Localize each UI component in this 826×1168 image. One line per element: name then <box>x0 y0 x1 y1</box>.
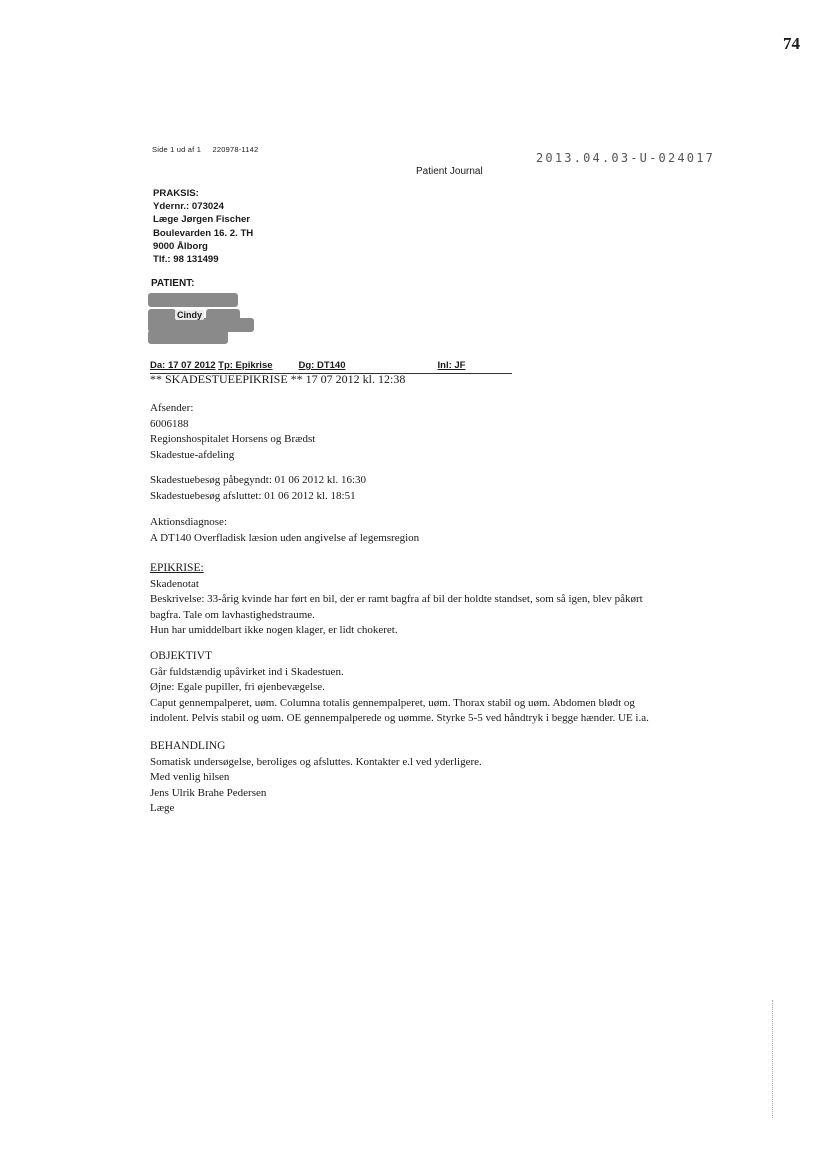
patient-heading: PATIENT: <box>151 278 195 289</box>
behandling-block <box>150 739 482 817</box>
praksis-address: Boulevarden 16. 2. TH <box>153 227 254 239</box>
redaction-bar <box>148 330 228 344</box>
page-number: 74 <box>783 34 800 53</box>
document-title: Patient Journal <box>416 166 483 177</box>
praksis-ydernr: Ydernr.: 073024 <box>153 201 224 213</box>
entry-initials: Inl: JF <box>437 360 466 371</box>
praksis-block <box>153 187 253 266</box>
epikrise-heading: EPIKRISE: <box>150 562 204 574</box>
sender-code: 6006188 <box>150 417 189 430</box>
entry-header <box>150 360 465 371</box>
sender-hospital: Regionshospitalet Horsens og Brædst <box>150 433 316 445</box>
objektivt-line: Øjne: Egale pupiller, fri øjenbevægelse. <box>150 681 325 693</box>
signature-name: Jens Ulrik Brahe Pedersen <box>150 786 267 799</box>
praksis-doctor: Læge Jørgen Fischer <box>153 214 251 226</box>
closing-greeting: Med venlig hilsen <box>150 771 230 783</box>
redaction-bar <box>148 309 176 323</box>
patient-name: Cindy <box>177 310 203 320</box>
praksis-heading: PRAKSIS: <box>153 188 199 199</box>
epikrise-subheading: Skadenotat <box>150 577 199 590</box>
entry-diagnosis-code: Dg: DT140 <box>298 360 346 371</box>
objektivt-line: Caput gennempalperet, uøm. Columna totalis gennempalperet, uøm. Thorax stabil og uøm. Abdomen blødt og <box>150 696 635 709</box>
visit-ended: Skadestuebesøg afsluttet: 01 06 2012 kl. 18:51 <box>150 489 356 502</box>
sender-heading: Afsender: <box>150 402 194 414</box>
scan-margin-line <box>772 1000 773 1118</box>
redaction-bar <box>148 293 238 307</box>
diagnosis-heading: Aktionsdiagnose: <box>150 516 227 528</box>
behandling-line: Somatisk undersøgelse, beroliges og afsluttes. Kontakter e.l ved yderligere. <box>150 755 482 768</box>
archive-stamp: 2013.04.03-U-024017 <box>536 151 716 165</box>
fax-header: Side 1 ud af 1 220978-1142 <box>152 145 259 154</box>
epikrise-line: Hun har umiddelbart ikke nogen klager, er lidt chokeret. <box>150 624 398 636</box>
diagnosis-text: A DT140 Overfladisk læsion uden angivelse af legemsregion <box>150 531 420 544</box>
entry-type: Tp: Epikrise <box>218 360 273 371</box>
objektivt-block <box>150 649 649 727</box>
epikrise-block <box>150 561 643 639</box>
praksis-phone: Tlf.: 98 131499 <box>153 254 219 266</box>
praksis-city: 9000 Ålborg <box>153 240 208 252</box>
redaction-bar <box>206 309 240 323</box>
epikrise-line: Beskrivelse: 33-årig kvinde har ført en bil, der er ramt bagfra af bil der holdte standset, som så igen, blev påkørt <box>150 593 643 605</box>
signature-title: Læge <box>150 802 175 814</box>
objektivt-line: Går fuldstændig upåvirket ind i Skadestuen. <box>150 665 344 678</box>
epikrise-title: ** SKADESTUEEPIKRISE ** 17 07 2012 kl. 12:38 <box>150 372 406 386</box>
diagnosis-block <box>150 515 419 546</box>
entry-date: Da: 17 07 2012 <box>150 360 216 371</box>
objektivt-line: indolent. Pelvis stabil og uøm. OE gennempalperede og uømme. Styrke 5-5 ved håndtryk i begge hænder. UE i.a. <box>150 712 649 724</box>
sender-department: Skadestue-afdeling <box>150 448 235 461</box>
behandling-heading: BEHANDLING <box>150 740 226 752</box>
sender-block <box>150 401 315 463</box>
visit-started: Skadestuebesøg påbegyndt: 01 06 2012 kl. 16:30 <box>150 474 367 486</box>
objektivt-heading: OBJEKTIVT <box>150 650 212 662</box>
epikrise-line: bagfra. Tale om lavhastighedstraume. <box>150 608 315 621</box>
visit-block <box>150 473 366 504</box>
